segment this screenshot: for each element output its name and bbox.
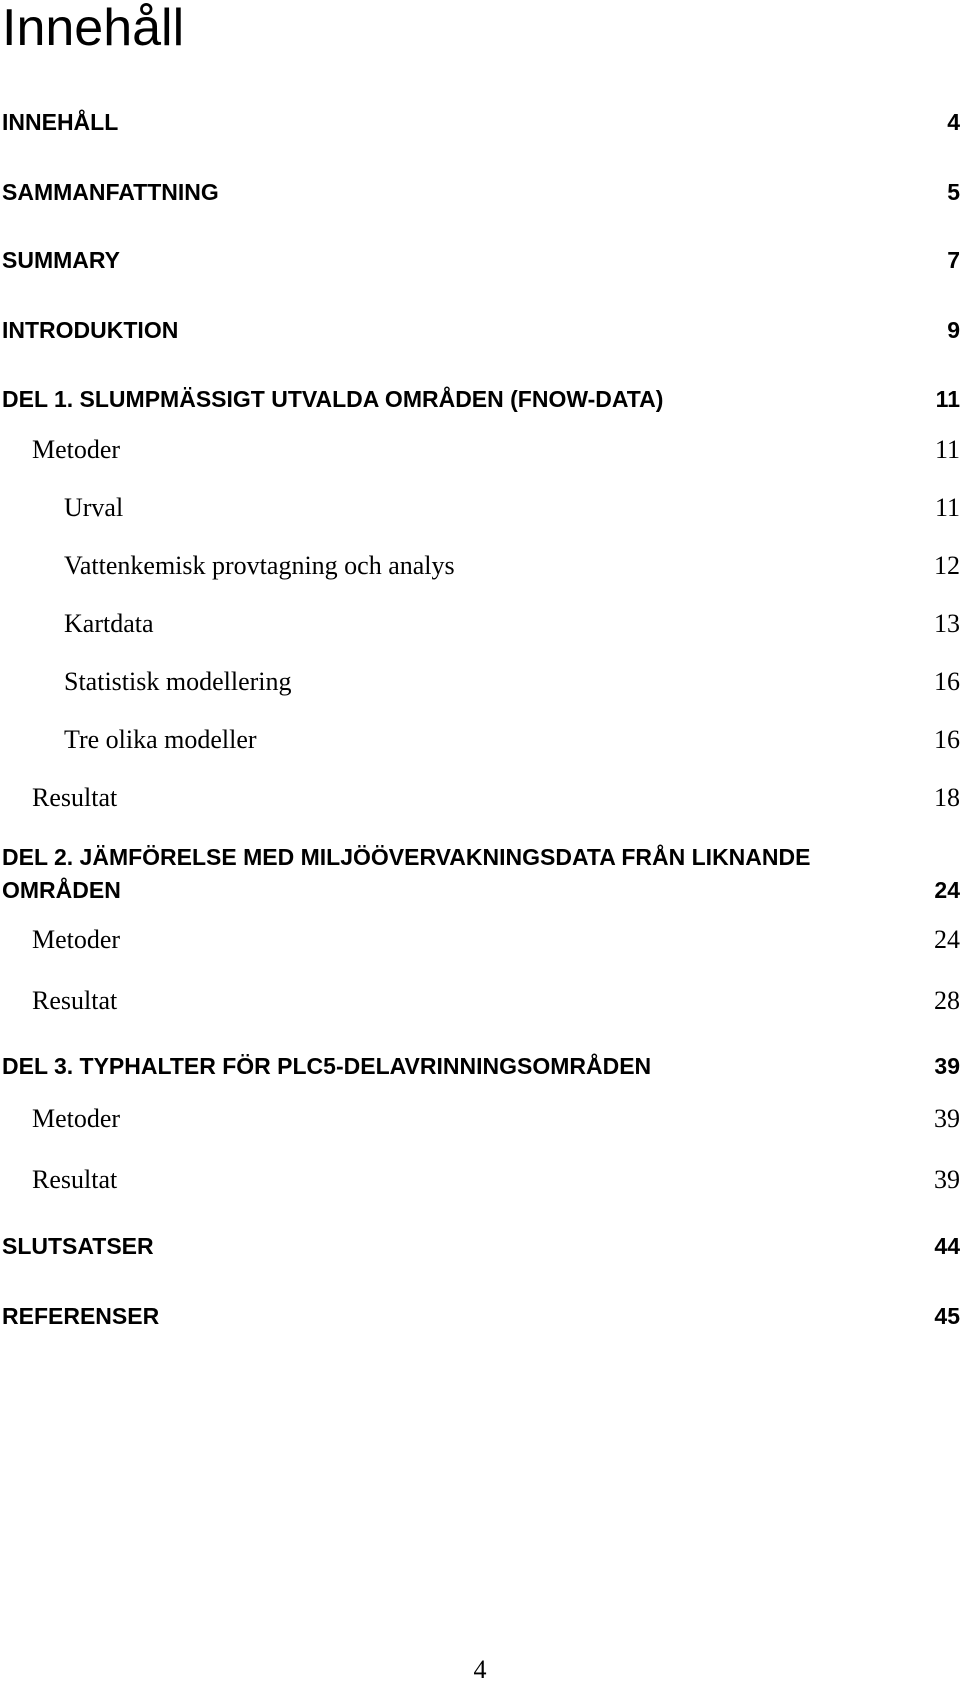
- toc-entry-page: 16: [934, 667, 960, 696]
- toc-entry-label: REFERENSER: [2, 1303, 160, 1329]
- toc-entry-page: 12: [934, 551, 960, 580]
- toc-entry-label: INTRODUKTION: [2, 317, 179, 343]
- page-number: 4: [473, 1655, 487, 1684]
- toc-entry-page: 11: [935, 386, 960, 412]
- toc-entry-page: 16: [934, 725, 960, 754]
- toc-entry-label: SLUTSATSER: [2, 1233, 154, 1259]
- toc-entry-page: 24: [934, 877, 960, 903]
- toc-entry-page: 18: [934, 783, 960, 812]
- toc-entry-page: 39: [934, 1165, 960, 1194]
- toc-entry-label: DEL 1. SLUMPMÄSSIGT UTVALDA OMRÅDEN (FNOW-DATA): [2, 386, 664, 412]
- toc-entry-page: 39: [934, 1104, 960, 1133]
- toc-entry-label: SAMMANFATTNING: [2, 179, 219, 205]
- toc-entry-label: DEL 2. JÄMFÖRELSE MED MILJÖÖVERVAKNINGSDATA FRÅN LIKNANDE: [2, 844, 811, 870]
- toc-entry-label: Tre olika modeller: [64, 725, 257, 754]
- toc-entry-page: 4: [947, 109, 960, 135]
- page-title: Innehåll: [2, 0, 185, 57]
- toc-entry-label: Vattenkemisk provtagning och analys: [64, 551, 455, 580]
- toc-entry-page: 5: [947, 179, 960, 205]
- toc-entry-page: 44: [934, 1233, 960, 1259]
- toc-entry-page: 7: [947, 247, 960, 273]
- toc-entry-page: 9: [947, 317, 960, 343]
- toc-entry-label: Metoder: [32, 435, 121, 464]
- toc-entry-page: 13: [934, 609, 960, 638]
- toc-entry-label: Kartdata: [64, 609, 154, 638]
- toc-entry-label: Statistisk modellering: [64, 667, 292, 696]
- toc-entry-label: INNEHÅLL: [2, 109, 119, 135]
- toc-entry-label: SUMMARY: [2, 247, 120, 273]
- toc-entry-label: DEL 3. TYPHALTER FÖR PLC5-DELAVRINNINGSOMRÅDEN: [2, 1053, 652, 1079]
- toc-entry-page: 28: [934, 986, 960, 1015]
- toc-entry-page: 11: [934, 435, 960, 464]
- toc-entry-page: 39: [934, 1053, 960, 1079]
- toc-entry-label: Metoder: [32, 925, 121, 954]
- toc-entry-label: Resultat: [32, 1165, 118, 1194]
- toc-entry-page: 24: [934, 925, 960, 954]
- toc-entry-label: Urval: [64, 493, 124, 522]
- toc-entry-label: Metoder: [32, 1104, 121, 1133]
- toc-entry-label: OMRÅDEN: [2, 877, 121, 903]
- toc-entry-page: 11: [934, 493, 960, 522]
- toc-entry-label: Resultat: [32, 783, 118, 812]
- toc-entry-label: Resultat: [32, 986, 118, 1015]
- toc-entry-page: 45: [934, 1303, 960, 1329]
